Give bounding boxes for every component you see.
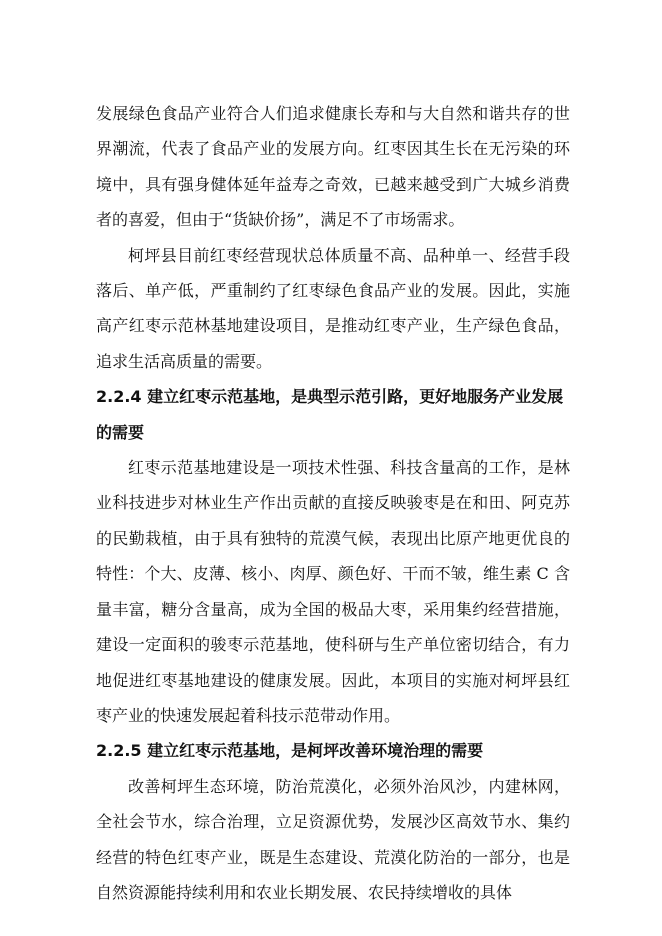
section-heading-2-2-4: 2.2.4 建立红枣示范基地，是典型示范引路，更好地服务产业发展的需要 [96,387,564,442]
paragraph-green-food: 发展绿色食品产业符合人们追求健康长寿和与大自然和谐共存的世界潮流，代表了食品产业的发展方向。红枣因其生长在无污染的环境中，具有强身健体延年益寿之奇效，已越来越受到广大城乡消费者的喜爱，但由于“货缺价扬”，满足不了市场需求。 [96,104,570,230]
section-heading-2-2-5: 2.2.5 建立红枣示范基地，是柯坪改善环境治理的需要 [96,741,484,761]
paragraph-keping-status: 柯坪县目前红枣经营现状总体质量不高、品种单一、经营手段落后、单产低，严重制约了红枣绿色食品产业的发展。因此，实施高产红枣示范林基地建设项目，是推动红枣产业，生产绿色食品，追求生活高质量的需要。 [96,245,570,371]
document-page [96,96,570,910]
paragraph-demo-base: 红枣示范基地建设是一项技术性强、科技含量高的工作，是林业科技进步对林业生产作出贡献的直接反映骏枣是在和田、阿克苏的民勤栽植，由于具有独特的荒漠气候，表现出比原产地更优良的特性：个大、皮薄、核小、肉厚、颜色好、干而不皱，维生素 C 含量丰富，糖分含量高，成为全国的极品大枣，采用集约经营措施，建设一定面积的骏枣示范基地，使科研与生产单位密切结合，有力地促进红枣基地建设的健康发展。因此，本项目的实施对柯坪县红枣产业的快速发展起着科技示范带动作用。 [96,458,570,725]
paragraph-environment: 改善柯坪生态环境，防治荒漠化，必须外治风沙，内建林网，全社会节水，综合治理，立足资源优势，发展沙区高效节水、集约经营的特色红枣产业，既是生态建设、荒漠化防治的一部分，也是自然资源能持续利用和农业长期发展、农民持续增收的具体 [96,776,570,902]
